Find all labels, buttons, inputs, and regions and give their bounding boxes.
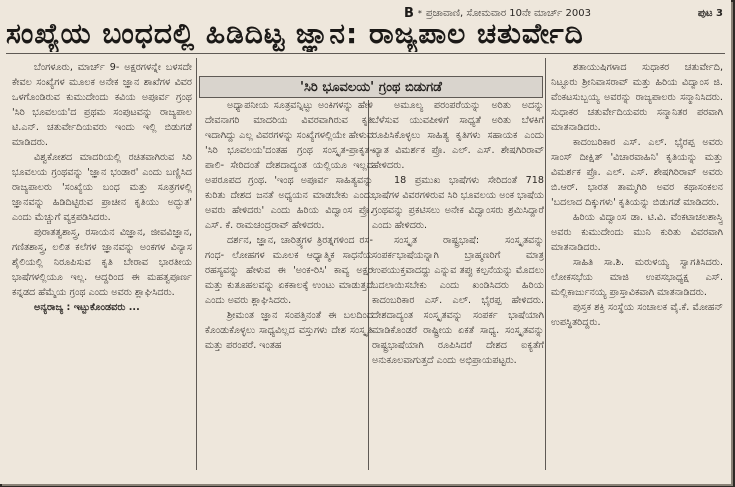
article-column-1 [12, 60, 192, 480]
paragraph: ಅಮೂಲ್ಯ ಪರಂಪರೆಯನ್ನು ಅರಿತು ಅದನ್ನು ಬೆಳೆಸುವ ಯುವಪೀಳಿಗೆ ಸಾಧ್ಯತೆ ಅರಿತು ಬೆಳಕಿಗೆ ರೂಪಿಸಿಕೊಳ್ಳಲು ಸಾಹಿತ್ಯ ಕೃತಿಗಳು ಸಹಾಯಕ ಎಂದು ಖ್ಯಾತ ವಿಮರ್ಶಕ ಪ್ರೊ. ಎಲ್. ಎಸ್. ಶೇಷಗಿರಿರಾವ್ ಹೇಳಿದರು. [372, 100, 544, 171]
paragraph: ಬೆಂಗಳೂರು, ಮಾರ್ಚ್ 9- ಅಕ್ಷರಗಳನ್ನೇ ಬಳಸದೇ ಕೇವಲ ಸಂಖ್ಯೆಗಳ ಮೂಲಕ ಅನೇಕ ಜ್ಞಾನ ಶಾಖೆಗಳ ವಿವರ ಒಳಗೊಂಡಿರುವ ಕುಮುದೇಂದು ಕವಿಯ ಅಪೂರ್ವ ಗ್ರಂಥ 'ಸಿರಿ ಭೂವಲಯ'ದ ಪ್ರಥಮ ಸಂಪುಟವನ್ನು ರಾಜ್ಯಪಾಲ ಟಿ.ಎನ್. ಚತುರ್ವೇದಿಯವರು ಇಂದು ಇಲ್ಲಿ ಬಿಡುಗಡೆ ಮಾಡಿದರು. [12, 62, 192, 148]
paragraph: ಅನ್ಯರಾಜ್ಯ : ಇಟ್ಟುಕೊಂಡವರು ... [34, 302, 140, 313]
paragraph: ಹಿರಿಯ ವಿದ್ವಾಂಸ ಡಾ. ಟಿ.ವಿ. ವೆಂಕಟಾಚಲಶಾಸ್ತ್ರಿ ಅವರು ಕುಮುದೇಂದು ಮುನಿ ಕುರಿತು ವಿವರವಾಗಿ ಮಾತನಾಡಿದರು. [551, 212, 723, 253]
column-rule [196, 58, 197, 470]
paper-dateline: ಪ್ರಜಾವಾಣಿ, ಸೋಮವಾರ 10ನೇ ಮಾರ್ಚ್ 2003 [425, 7, 591, 19]
paragraph: ದರ್ಶನ, ಜ್ಞಾನ, ಚಾರಿತ್ರ್ಯಗಳ ತ್ರಿರತ್ನಗಳಿಂದ ರಸ- ಗಂಧ- ಲೋಹಗಳ ಮೂಲಕ ಆಧ್ಯಾತ್ಮಿಕ ಸಾಧನೆಯ ರಹಸ್ಯವನ್ನು ಹೇಳುವ ಈ 'ಅಂಕ-ರಿಸಿ' ಕಾವ್ಯ ಅಕ್ಷರ ಮತ್ತು ಕುತೂಹಲವನ್ನು ಏಕಕಾಲಕ್ಕೆ ಉಂಟು ಮಾಡುತ್ತದೆ ಎಂದು ಅವರು ಶ್ಲಾಘಿಸಿದರು. [205, 235, 373, 306]
article-column-4 [551, 60, 723, 480]
subheading-box [199, 76, 543, 98]
paragraph: ಕಾದಂಬರಿಕಾರ ಎಸ್. ಎಲ್. ಭೈರಪ್ಪ ಅವರು ಸಾಂಸ್ ದೀಕ್ಷಿತ್ 'ವಿಚಾರವಾಹಿನಿ' ಕೃತಿಯನ್ನು ಮತ್ತು ವಿಮರ್ಶಕ ಪ್ರೊ. ಎಲ್. ಎಸ್. ಶೇಷಗಿರಿರಾವ್ ಅವರು ಬಿ.ಆರ್. ಭಾರತ ತಾಮ್ಮಗಿರಿ ಅವರ ಕಥಾಸಂಕಲನ 'ಬದಲಾದ ದಿಕ್ಕುಗಳು' ಕೃತಿಯನ್ನು ಬಿಡುಗಡೆ ಮಾಡಿದರು. [551, 137, 723, 208]
paragraph: ವಿಶ್ವಕೋಶದ ಮಾದರಿಯಲ್ಲಿ ರಚಿತವಾಗಿರುವ ಸಿರಿ ಭೂವಲಯ ಗ್ರಂಥವನ್ನು 'ಜ್ಞಾನ ಭಂಡಾರ' ಎಂದು ಬಣ್ಣಿಸಿದ ರಾಜ್ಯಪಾಲರು 'ಸಂಖ್ಯೆಯ ಬಂಧ ಮತ್ತು ಸೂತ್ರಗಳಲ್ಲಿ ಜ್ಞಾನವನ್ನು ಹಿಡಿದಿಟ್ಟಿರುವ ಪ್ರಾಚೀನ ಕೃತಿಯು ಅದ್ಭುತ' ಎಂದು ಮೆಚ್ಚುಗೆ ವ್ಯಕ್ತಪಡಿಸಿದರು. [12, 152, 192, 223]
paragraph: ಶತಾಯುಷಿಗಳಾದ ಸುಧಾಕರ ಚತುರ್ವೇದಿ, ನಿಟ್ಟೂರು ಶ್ರೀನಿವಾಸರಾವ್ ಮತ್ತು ಹಿರಿಯ ವಿದ್ವಾಂಸ ಜಿ. ವೆಂಕಟಸುಬ್ಬಯ್ಯ ಅವರನ್ನು ರಾಜ್ಯಪಾಲರು ಸನ್ಮಾನಿಸಿದರು. ಸುಧಾಕರ ಚತುರ್ವೇದಿಯವರು ಸನ್ಮಾನಿತರ ಪರವಾಗಿ ಮಾತನಾಡಿದರು. [551, 62, 723, 133]
paragraph: ಸಂಸ್ಕೃತ ರಾಷ್ಟ್ರಭಾಷೆ: ಸಂಸ್ಕೃತವನ್ನು ಸಂಪರ್ಕಭಾಷೆಯನ್ನಾಗಿ ಬ್ರಾಹ್ಮಣರಿಗೆ ಮಾತ್ರ ಉಪಯುಕ್ತವಾದದ್ದು ಎನ್ನುವ ತಪ್ಪು ಕಲ್ಪನೆಯನ್ನು ಮೊದಲು ಬದಲಾಯಿಸಬೇಕು ಎಂದು ಖಂಡಿಸಿದರು ಹಿರಿಯ ಕಾದಂಬರಿಕಾರ ಎಸ್. ಎಲ್. ಭೈರಪ್ಪ ಹೇಳಿದರು. ದೇಶದಾದ್ಯಂತ ಸಂಸ್ಕೃತವನ್ನು ಸಂಪರ್ಕ ಭಾಷೆಯಾಗಿ ಮಾಡಿಕೊಂಡರೆ ರಾಷ್ಟ್ರೀಯ ಏಕತೆ ಸಾಧ್ಯ. ಸಂಸ್ಕೃತವನ್ನು ರಾಷ್ಟ್ರಭಾಷೆಯಾಗಿ ರೂಪಿಸಿದರೆ ದೇಶದ ಐಕ್ಯತೆಗೆ ಅನುಕೂಲವಾಗುತ್ತದೆ ಎಂದು ಅಭಿಪ್ರಾಯಪಟ್ಟರು. [372, 235, 544, 366]
article-column-3 [372, 98, 544, 480]
headline-rule [6, 53, 725, 54]
column-rule [545, 58, 546, 470]
paragraph: ಶ್ರೀಮಂತ ಜ್ಞಾನ ಸಂಪತ್ತಿನಂತೆ ಈ ಬಲದಿಂದ ಕೊಂಡುಕೊಳ್ಳಲು ಸಾಧ್ಯವಿಲ್ಲದ ವಸ್ತುಗಳು ದೇಶ ಸಂಸ್ಕೃತಿ ಮತ್ತು ಪರಂಪರೆ. ಇಂತಹ [205, 310, 373, 351]
section-mark: B [404, 5, 414, 21]
star-mark: * [417, 8, 422, 18]
page-number: ಪುಟ 3 [697, 7, 723, 19]
paragraph: ಪುಸ್ತಕ ಶಕ್ತಿ ಸಂಸ್ಥೆಯ ಸಂಚಾಲಕ ವೈ.ಕೆ. ಮೋಹನ್ ಉಪಸ್ಥಿತರಿದ್ದರು. [551, 302, 723, 328]
paragraph: ಅಧ್ಯಾಪನೀಯ ಸೂತ್ರವನ್ನಿಟ್ಟು ಅಂಕಿಗಳನ್ನು ಹೇಳಿ ದೇವನಾಗರಿ ಮಾದರಿಯ ವಿವರವಾಗಿರುವ ಕೃತಿ ಇದಾಗಿದ್ದು ಎಲ್ಲ ವಿವರಗಳನ್ನು ಸಂಖ್ಯೆಗಳಲ್ಲಿಯೇ ಹೇಳುವ 'ಸಿರಿ ಭೂವಲಯ'ದಂತಹ ಗ್ರಂಥ ಸಂಸ್ಕೃತ-ಪ್ರಾಕೃತ- ಪಾಲಿ- ಸೇರಿದಂತೆ ದೇಶದಾದ್ಯಂತ ಯಲ್ಲಿಯೂ ಇಲ್ಲದ ಅಪರೂಪದ ಗ್ರಂಥ. 'ಇಂಥ ಅಪೂರ್ವ ಸಾಹಿತ್ಯವನ್ನು ಕುರಿತು ದೇಶದ ಜನತೆ ಅಧ್ಯಯನ ಮಾಡಬೇಕು ಎಂದು ಅವರು ಹೇಳಿದರು' ಎಂದು ಹಿರಿಯ ವಿದ್ವಾಂಸ ಪ್ರೊ. ಎಸ್. ಕೆ. ರಾಮಚಂದ್ರರಾವ್ ಹೇಳಿದರು. [205, 100, 373, 231]
subheading: 'ಸಿರಿ ಭೂವಲಯ' ಗ್ರಂಥ ಬಿಡುಗಡೆ [300, 79, 442, 95]
paragraph: 18 ಪ್ರಮುಖ ಭಾಷೆಗಳು ಸೇರಿದಂತೆ 718 ಭಾಷೆಗಳ ವಿವರಗಳಿರುವ ಸಿರಿ ಭೂವಲಯ ಅಂಕ ಭಾಷೆಯ ಗ್ರಂಥವನ್ನು ಪ್ರಕಟಿಸಲು ಅನೇಕ ವಿದ್ವಾಂಸರು ಶ್ರಮಿಸಿದ್ದಾರೆ ಎಂದು ಹೇಳಿದರು. [372, 175, 544, 231]
paragraph: ಪುರಾತತ್ವಶಾಸ್ತ್ರ, ರಸಾಯನ ವಿಜ್ಞಾನ, ಜೀವವಿಜ್ಞಾನ, ಗಣಿತಶಾಸ್ತ್ರ, ಲಲಿತ ಕಲೆಗಳ ಜ್ಞಾನವನ್ನು ಅಂಕಗಳ ವಿನ್ಯಾಸ ಶೈಲಿಯಲ್ಲಿ ನಿರೂಪಿಸುವ ಕೃತಿ ಬೇರಾವ ಭಾರತೀಯ ಭಾಷೆಗಳಲ್ಲಿಯೂ ಇಲ್ಲ. ಆದ್ದರಿಂದ ಈ ಮಹತ್ವಪೂರ್ಣ ಕನ್ನಡದ ಹೆಮ್ಮೆಯ ಗ್ರಂಥ ಎಂದು ಅವರು ಶ್ಲಾಘಿಸಿದರು. [12, 227, 192, 298]
article-column-2 [205, 98, 373, 480]
headline: ಸಂಖ್ಯೆಯ ಬಂಧದಲ್ಲಿ ಹಿಡಿದಿಟ್ಟ ಜ್ಞಾನ: ರಾಜ್ಯಪಾಲ ಚತುರ್ವೇದಿ [6, 17, 584, 50]
paragraph: ಸಾಹಿತಿ ಸಾ.ಶಿ. ಮರುಳಯ್ಯ ಸ್ವಾಗತಿಸಿದರು. ಲೋಕಸಭೆಯ ಮಾಜಿ ಉಪಸಭಾಧ್ಯಕ್ಷ ಎಸ್. ಮಲ್ಲಿಕಾರ್ಜುನಯ್ಯ ಪ್ರಾಸ್ತಾವಿಕವಾಗಿ ಮಾತನಾಡಿದರು. [551, 257, 723, 298]
